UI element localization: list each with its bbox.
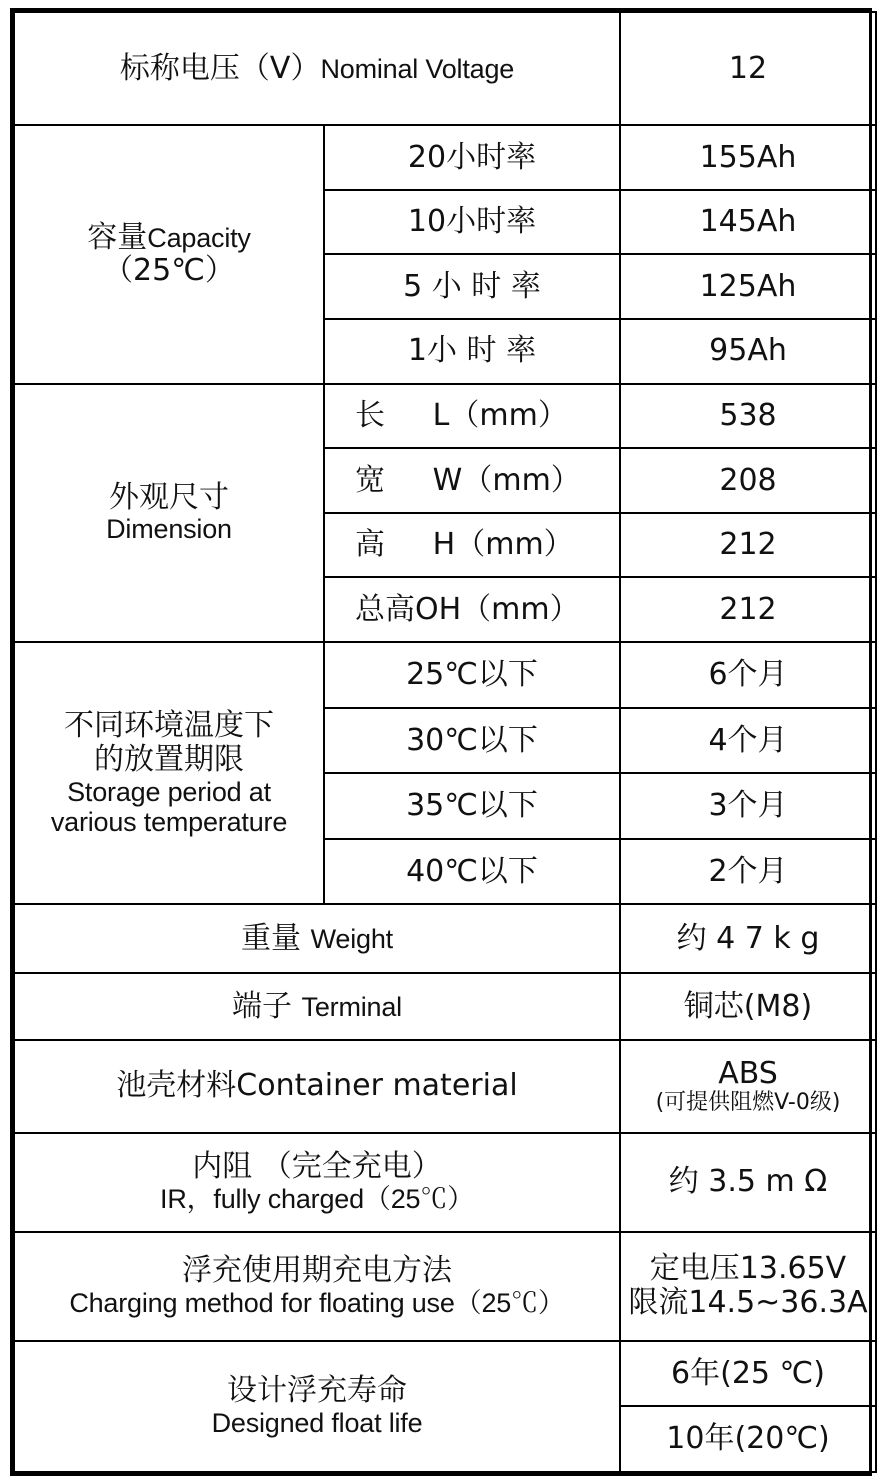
ir-value: 约 3.5 m Ω [620,1133,876,1232]
dimension-label-cn: 外观尺寸 [109,479,229,515]
float-life-label-cn: 设计浮充寿命 [227,1373,407,1409]
capacity-value: 125Ah [620,254,876,319]
row-capacity-20h [14,125,876,190]
spec-table [13,11,877,1473]
storage-temp: 35℃以下 [324,773,620,839]
capacity-value: 145Ah [620,190,876,255]
terminal-value: 铜芯(M8) [620,973,876,1040]
storage-value: 2个月 [620,839,876,905]
weight-label [14,904,620,973]
row-nominal-voltage [14,12,876,125]
charging-value-1: 定电压13.65V [649,1251,847,1287]
float-life-value-1: 6年(25 ℃) [620,1341,876,1407]
storage-label [14,642,324,905]
row-charging-method [14,1232,876,1341]
weight-label-en: Weight [310,923,393,954]
row-dimension-length [14,384,876,449]
charging-value-cell [620,1232,876,1341]
nominal-voltage-value: 12 [620,12,876,125]
storage-label-cn-2: 的放置期限 [94,741,244,777]
capacity-label-en: Capacity [147,222,251,253]
capacity-rate: 5 小 时 率 [324,254,620,319]
storage-temp: 40℃以下 [324,839,620,905]
row-container-material [14,1040,876,1133]
ir-label-cn: 内阻 （完全充电） [192,1149,442,1185]
storage-value: 4个月 [620,708,876,774]
container-value: ABS [718,1056,778,1092]
row-terminal [14,973,876,1040]
dimension-row-label: 高 H（mm） [324,513,620,578]
spec-sheet [10,8,872,1476]
storage-value: 3个月 [620,773,876,839]
dimension-row-value: 538 [620,384,876,449]
charging-value-2: 限流14.5~36.3A [628,1285,868,1321]
storage-temp: 25℃以下 [324,642,620,708]
charging-label [14,1232,620,1341]
container-label: 池壳材料Container material [14,1040,620,1133]
row-internal-resistance [14,1133,876,1232]
dimension-row-value: 212 [620,577,876,642]
storage-temp: 30℃以下 [324,708,620,774]
capacity-value: 155Ah [620,125,876,190]
weight-value: 约 4 7 k g [620,904,876,973]
container-note: (可提供阻燃V-0级) [655,1089,841,1115]
capacity-value: 95Ah [620,319,876,384]
nominal-voltage-label-en: Nominal Voltage [320,53,515,84]
capacity-rate: 1小 时 率 [324,319,620,384]
storage-label-en-2: various temperature [50,806,288,837]
nominal-voltage-label [14,12,620,125]
capacity-rate: 10小时率 [324,190,620,255]
float-life-label [14,1341,620,1472]
container-value-cell [620,1040,876,1133]
storage-label-en-1: Storage period at [67,776,271,807]
ir-label [14,1133,620,1232]
float-life-value-2: 10年(20℃) [620,1406,876,1472]
storage-label-cn-1: 不同环境温度下 [64,708,274,744]
capacity-label-temp: （25℃） [103,253,235,289]
terminal-label-cn: 端子 [232,988,292,1024]
nominal-voltage-label-cn: 标称电压（V） [119,50,321,86]
row-storage-25 [14,642,876,708]
charging-label-en: Charging method for floating use（25℃） [69,1287,565,1318]
charging-label-cn: 浮充使用期充电方法 [182,1253,452,1289]
float-life-label-en: Designed float life [211,1407,423,1438]
dimension-row-label: 长 L（mm） [324,384,620,449]
dimension-row-label: 宽 W（mm） [324,448,620,513]
weight-label-cn: 重量 [241,920,302,956]
dimension-row-value: 212 [620,513,876,578]
row-float-life-1 [14,1341,876,1407]
terminal-label-en: Terminal [301,991,402,1022]
storage-value: 6个月 [620,642,876,708]
dimension-label [14,384,324,642]
dimension-row-value: 208 [620,448,876,513]
dimension-row-label: 总高OH（mm） [324,577,620,642]
ir-label-en: IR，fully charged（25℃） [160,1183,474,1214]
row-weight [14,904,876,973]
terminal-label [14,973,620,1040]
capacity-label-cn: 容量 [87,219,148,255]
capacity-label [14,125,324,383]
capacity-rate: 20小时率 [324,125,620,190]
dimension-label-en: Dimension [106,514,232,545]
